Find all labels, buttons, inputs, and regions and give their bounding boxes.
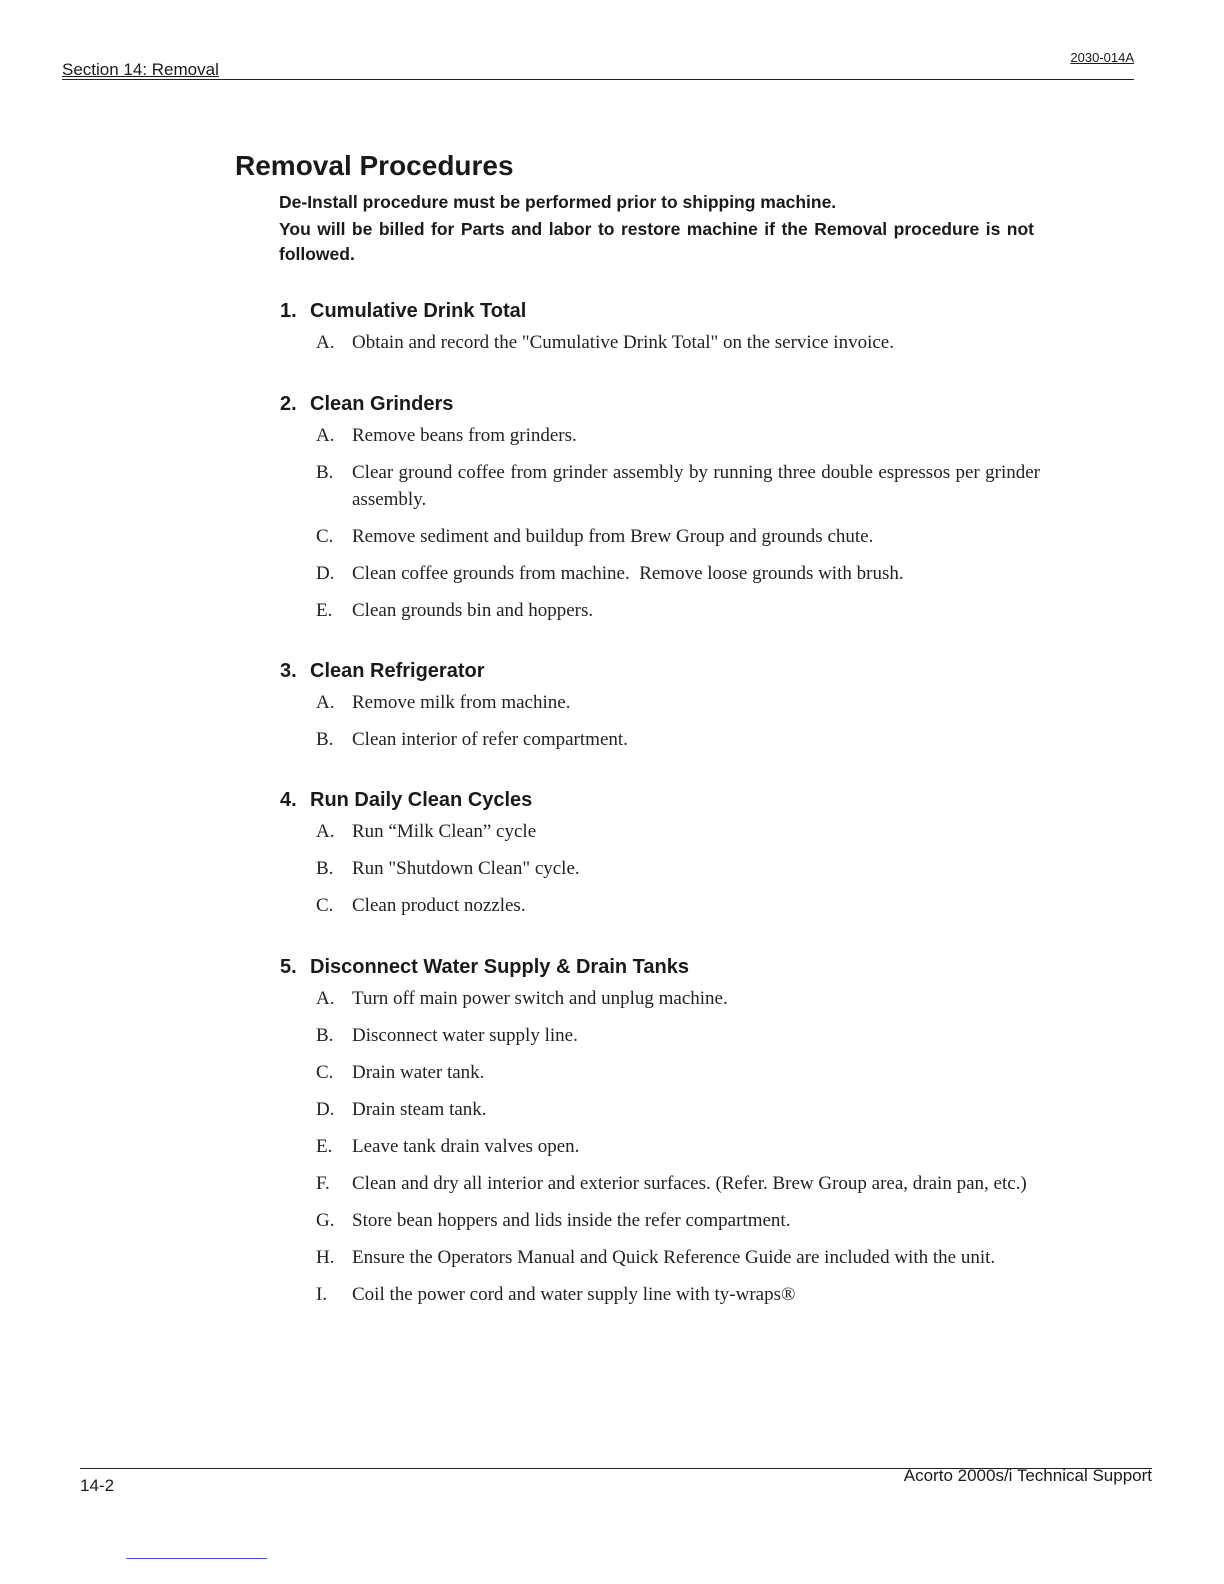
step-item xyxy=(316,459,1040,513)
step-list xyxy=(280,329,1040,356)
section-title xyxy=(280,660,1040,683)
step-letter: B. xyxy=(316,462,334,483)
section-number: 2. xyxy=(280,393,297,415)
step-list xyxy=(280,422,1040,624)
step-text: Clear ground coffee from grinder assembly by running three double espressos per grinder assembly. xyxy=(352,462,1040,510)
step-text: Run "Shutdown Clean" cycle. xyxy=(352,858,580,879)
step-list xyxy=(280,818,1040,919)
step-text: Run “Milk Clean” cycle xyxy=(352,821,537,842)
step-text: Store bean hoppers and lids inside the refer compartment. xyxy=(352,1210,791,1231)
section-number: 5. xyxy=(280,956,297,978)
section-label: Section 14: Removal xyxy=(62,60,219,79)
step-text: Coil the power cord and water supply line with ty-wraps® xyxy=(352,1284,796,1305)
step-text: Clean product nozzles. xyxy=(352,895,526,916)
step-text: Clean and dry all interior and exterior surfaces. (Refer. Brew Group area, drain pan, etc.) xyxy=(352,1173,1027,1194)
page-footer xyxy=(80,1458,1152,1498)
step-item xyxy=(316,1244,1040,1271)
step-letter: D. xyxy=(316,1099,335,1120)
section-title xyxy=(280,300,1040,323)
step-text: Disconnect water supply line. xyxy=(352,1025,578,1046)
step-letter: A. xyxy=(316,332,335,353)
step-item xyxy=(316,1096,1040,1123)
section-title xyxy=(280,956,1040,979)
step-text: Clean grounds bin and hoppers. xyxy=(352,600,594,621)
step-item xyxy=(316,726,1040,753)
step-text: Clean coffee grounds from machine. Remove loose grounds with brush. xyxy=(352,563,904,584)
document-number: 2030-014A xyxy=(1070,50,1134,65)
step-item xyxy=(316,689,1040,716)
step-item xyxy=(316,1281,1040,1308)
step-text: Remove milk from machine. xyxy=(352,692,571,713)
section-title xyxy=(280,789,1040,812)
step-text: Turn off main power switch and unplug machine. xyxy=(352,988,728,1009)
warning-billing: You will be billed for Parts and labor to restore machine if the Removal procedure is not followed. xyxy=(279,219,1034,264)
page-header xyxy=(62,44,1134,80)
warning-deinstall: De-Install procedure must be performed prior to shipping machine. xyxy=(279,192,837,212)
step-letter: A. xyxy=(316,988,335,1009)
section-title xyxy=(280,393,1040,416)
step-item xyxy=(316,855,1040,882)
section-run-daily-clean-cycles xyxy=(280,789,1040,929)
section-cumulative-drink-total xyxy=(280,300,1040,366)
step-letter: C. xyxy=(316,1062,334,1083)
step-list xyxy=(280,985,1040,1308)
page-title: Removal Procedures xyxy=(235,150,514,181)
step-letter: A. xyxy=(316,821,335,842)
page-number: 14-2 xyxy=(80,1476,115,1495)
step-item xyxy=(316,597,1040,624)
step-letter: C. xyxy=(316,895,334,916)
step-letter: B. xyxy=(316,858,334,879)
step-item xyxy=(316,329,1040,356)
step-letter: E. xyxy=(316,1136,333,1157)
step-text: Leave tank drain valves open. xyxy=(352,1136,580,1157)
step-item xyxy=(316,1059,1040,1086)
step-letter: A. xyxy=(316,692,335,713)
step-text: Clean interior of refer compartment. xyxy=(352,729,628,750)
section-clean-refrigerator xyxy=(280,660,1040,763)
step-item xyxy=(316,560,1040,587)
step-letter: A. xyxy=(316,425,335,446)
step-letter: I. xyxy=(316,1284,328,1305)
step-item xyxy=(316,523,1040,550)
step-letter: B. xyxy=(316,729,334,750)
step-text: Ensure the Operators Manual and Quick Reference Guide are included with the unit. xyxy=(352,1247,996,1268)
section-number: 4. xyxy=(280,789,297,811)
step-item xyxy=(316,818,1040,845)
step-list xyxy=(280,689,1040,753)
step-text: Remove sediment and buildup from Brew Group and grounds chute. xyxy=(352,526,874,547)
step-letter: C. xyxy=(316,526,334,547)
step-text: Drain water tank. xyxy=(352,1062,485,1083)
header-rule xyxy=(62,79,1134,80)
step-item xyxy=(316,1207,1040,1234)
step-letter: E. xyxy=(316,600,333,621)
step-item xyxy=(316,892,1040,919)
section-disconnect-water-supply xyxy=(280,956,1040,1318)
section-number: 1. xyxy=(280,300,297,322)
step-text: Obtain and record the "Cumulative Drink Total" on the service invoice. xyxy=(352,332,894,353)
step-item xyxy=(316,985,1040,1012)
step-text: Remove beans from grinders. xyxy=(352,425,577,446)
step-item xyxy=(316,1170,1040,1197)
step-letter: G. xyxy=(316,1210,335,1231)
footer-product: Acorto 2000s/i Technical Support xyxy=(903,1466,1152,1485)
step-item xyxy=(316,422,1040,449)
section-clean-grinders xyxy=(280,393,1040,634)
section-title-text: Clean Grinders xyxy=(310,393,454,415)
stray-underline xyxy=(126,1558,267,1559)
section-title-text: Cumulative Drink Total xyxy=(310,300,527,322)
step-letter: F. xyxy=(316,1173,330,1194)
step-text: Drain steam tank. xyxy=(352,1099,487,1120)
section-title-text: Run Daily Clean Cycles xyxy=(310,789,533,811)
section-number: 3. xyxy=(280,660,297,682)
step-letter: B. xyxy=(316,1025,334,1046)
step-letter: H. xyxy=(316,1247,335,1268)
step-letter: D. xyxy=(316,563,335,584)
step-item xyxy=(316,1022,1040,1049)
step-item xyxy=(316,1133,1040,1160)
section-title-text: Clean Refrigerator xyxy=(310,660,485,682)
section-title-text: Disconnect Water Supply & Drain Tanks xyxy=(310,956,689,978)
